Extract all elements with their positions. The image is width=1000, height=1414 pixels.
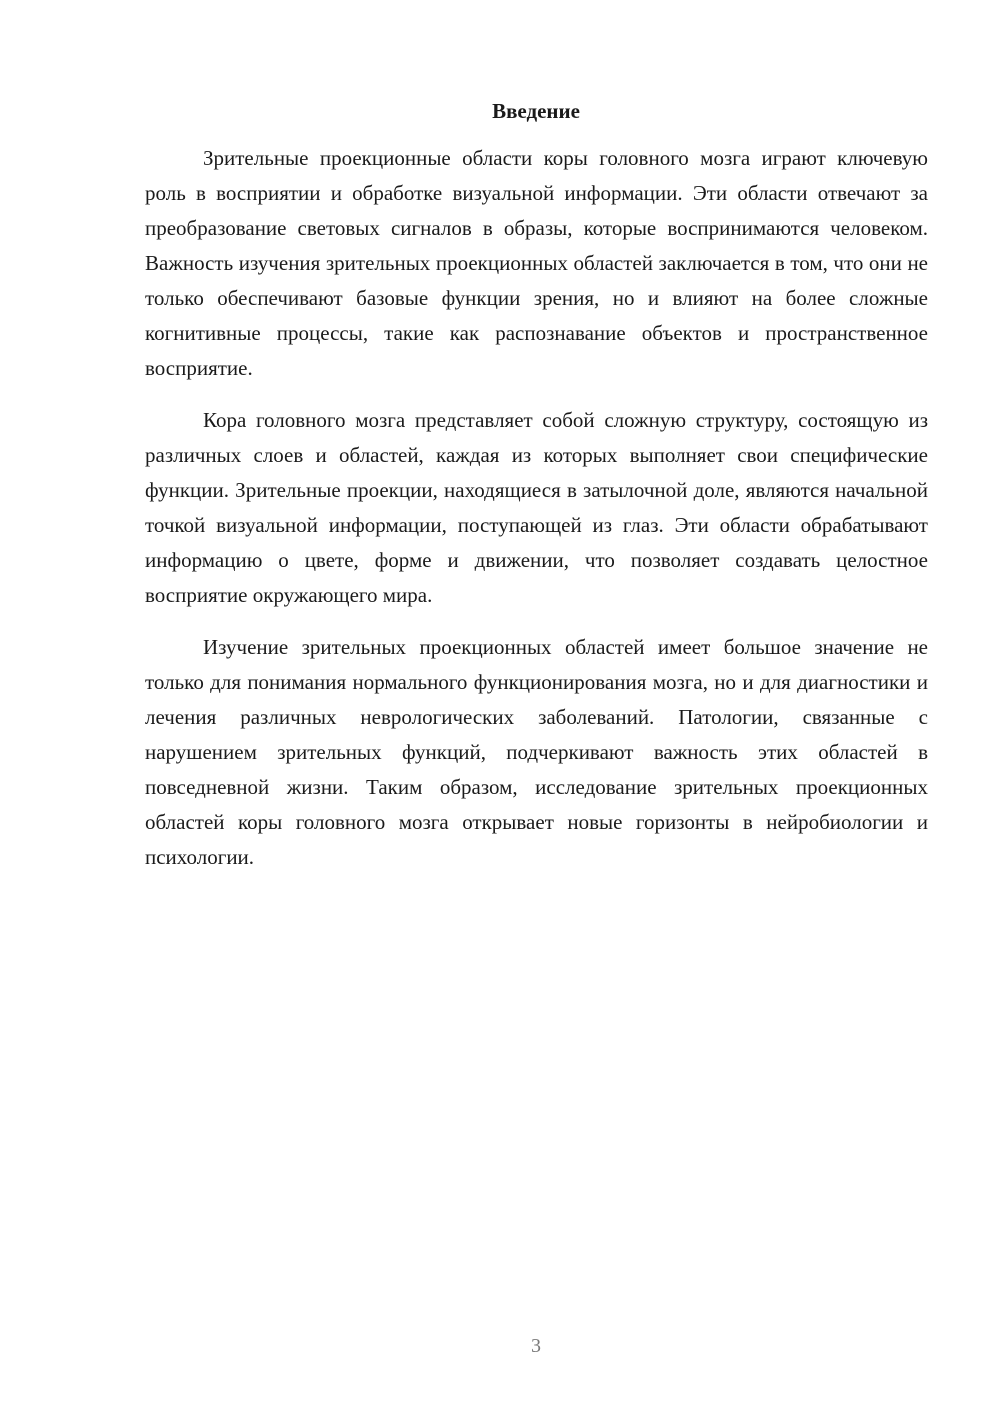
paragraph-3: Изучение зрительных проекционных областей имеет большое значение не только для понимания нормального функционирования мозга, но и для диагностики и лечения различных неврологических заболеваний. Патологии, связанные с нарушением зрительных функций, подчеркивают важность этих областей в повседневной жизни. Таким образом, исследование зрительных проекционных областей коры головного мозга открывает новые горизонты в нейробиологии и психологии. [145, 635, 928, 869]
page-number: 3 [531, 1335, 541, 1357]
section-title: Введение [492, 99, 580, 123]
paragraph-2: Кора головного мозга представляет собой сложную структуру, состоящую из различных слоев и областей, каждая из которых выполняет свои специфические функции. Зрительные проекции, находящиеся в затылочной доле, являются начальной точкой визуальной информации, поступающей из глаз. Эти области обрабатывают информацию о цвете, форме и движении, что позволяет создавать целостное восприятие окружающего мира. [145, 408, 928, 607]
body-text [145, 141, 928, 892]
paragraph-1: Зрительные проекционные области коры головного мозга играют ключевую роль в восприятии и обработке визуальной информации. Эти области отвечают за преобразование световых сигналов в образы, которые воспринимаются человеком. Важность изучения зрительных проекционных областей заключается в том, что они не только обеспечивают базовые функции зрения, но и влияют на более сложные когнитивные процессы, такие как распознавание объектов и пространственное восприятие. [145, 146, 928, 380]
